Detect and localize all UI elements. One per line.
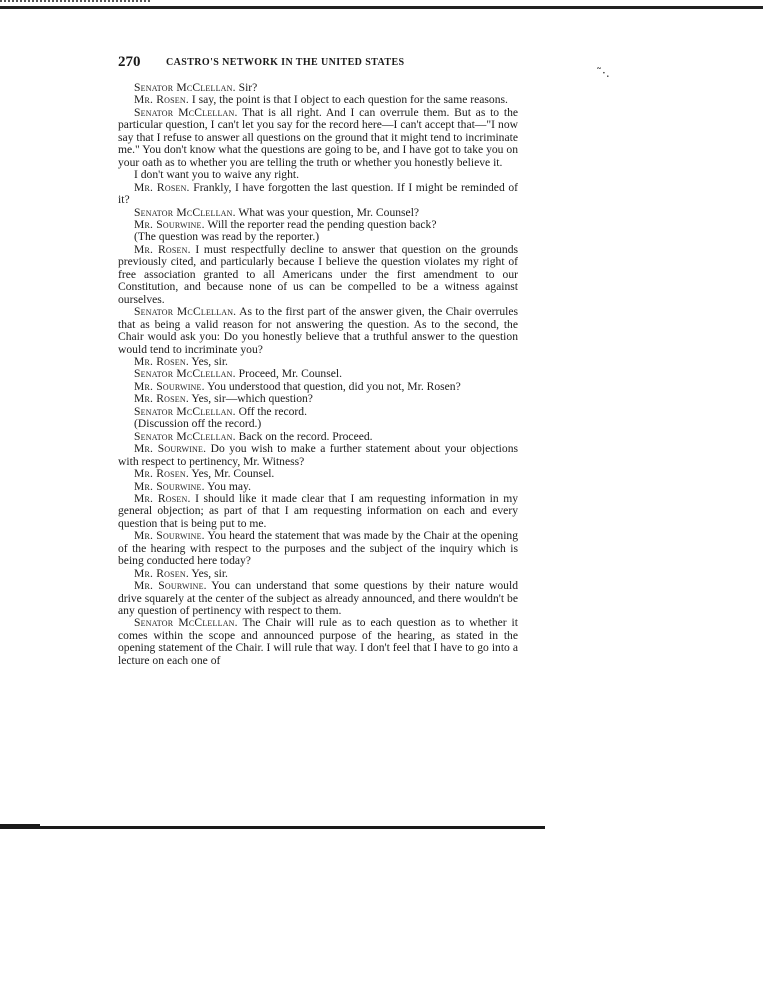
paragraph-text: I don't want you to waive any right. xyxy=(134,168,300,182)
paragraph-text: Off the record. xyxy=(235,404,307,418)
paragraph-text: (The question was read by the reporter.) xyxy=(134,230,320,244)
paragraph-text: (Discussion off the record.) xyxy=(134,417,262,431)
transcript-paragraph xyxy=(118,443,518,468)
paragraph-text: You heard the statement that was made by the Chair at the opening of the hearing with respect to the purposes and the subject of the inquiry which is being conducted here today? xyxy=(118,529,519,568)
transcript-paragraph xyxy=(118,580,518,617)
paragraph-text: Will the reporter read the pending question back? xyxy=(204,217,437,231)
transcript-paragraph xyxy=(118,306,518,356)
speaker-name: Mr. Rosen. xyxy=(134,180,190,194)
speaker-name: Mr. Rosen. xyxy=(134,566,189,580)
running-head: CASTRO'S NETWORK IN THE UNITED STATES xyxy=(166,57,405,68)
speaker-name: Mr. Sourwine. xyxy=(134,529,205,543)
transcript-paragraph xyxy=(118,493,518,530)
speaker-name: Mr. Sourwine. xyxy=(134,217,205,231)
stray-mark: ˜·. xyxy=(596,66,610,80)
speaker-name: Senator McClellan. xyxy=(134,429,236,443)
speaker-name: Mr. Rosen. xyxy=(134,242,191,256)
paragraph-text: That is all right. And I can overrule them. But as to the particular question, I can't let you say for the record here—I can't accept that—"I now say that I refuse to answer all questions on the ground that it might tend to incriminate me." You don't know what the questions are going to be, and I have got to take you on your oath as to whether you are telling the truth or whether you honestly believe it. xyxy=(118,105,519,169)
speaker-name: Mr. Rosen. xyxy=(134,491,191,505)
paragraph-text: Yes, sir. xyxy=(188,354,228,368)
transcript-paragraph xyxy=(118,182,518,207)
paragraph-text: You may. xyxy=(204,479,251,493)
paragraph-text: Sir? xyxy=(235,81,258,94)
paragraph-text: You understood that question, did you not, Mr. Rosen? xyxy=(204,379,461,393)
transcript-paragraph xyxy=(118,617,518,667)
speaker-name: Mr. Rosen. xyxy=(134,93,189,107)
paragraph-text: Yes, Mr. Counsel. xyxy=(188,467,275,481)
page-number: 270 xyxy=(118,54,141,70)
paragraph-text: You can understand that some questions by their nature would drive squarely at the center of the subject as already announced, and there wouldn't be any question of pertinency with respect to them. xyxy=(118,579,518,618)
paragraph-text: I should like it made clear that I am requesting information in my general objection; as part of that I am requesting information on each and every question that is being put to me. xyxy=(118,491,519,530)
speaker-name: Mr. Sourwine. xyxy=(134,442,207,456)
paragraph-text: Do you wish to make a further statement about your objections with respect to pertinency, Mr. Witness? xyxy=(118,442,518,468)
speaker-name: Mr. Sourwine. xyxy=(134,379,205,393)
speaker-name: Senator McClellan. xyxy=(134,81,236,94)
speaker-name: Mr. Rosen. xyxy=(134,354,189,368)
transcript-paragraph xyxy=(118,107,518,169)
document-page xyxy=(118,54,518,667)
paragraph-text: Proceed, Mr. Counsel. xyxy=(235,367,342,381)
transcript-paragraph xyxy=(118,244,518,306)
page-header xyxy=(118,54,518,76)
paragraph-text: Yes, sir—which question? xyxy=(188,392,313,406)
speaker-name: Mr. Rosen. xyxy=(134,467,189,481)
transcript-paragraph xyxy=(118,530,518,567)
speaker-name: Mr. Sourwine. xyxy=(134,479,205,493)
speaker-name: Senator McClellan. xyxy=(134,305,237,319)
paragraph-text: Frankly, I have forgotten the last question. If I might be reminded of it? xyxy=(118,180,518,207)
speaker-name: Senator McClellan. xyxy=(134,205,236,219)
speaker-name: Senator McClellan. xyxy=(134,105,238,119)
speaker-name: Mr. Rosen. xyxy=(134,392,189,406)
top-scan-rule xyxy=(0,6,763,9)
bottom-scan-rule xyxy=(0,826,545,829)
paragraph-text: Back on the record. Proceed. xyxy=(235,429,373,443)
paragraph-text: As to the first part of the answer given, the Chair overrules that as being a valid reason for not answering the question. As to the second, the Chair would ask you: Do you honestly believe that a truthful answer to the question would tend to incriminate you? xyxy=(118,305,519,356)
speaker-name: Senator McClellan. xyxy=(134,367,236,381)
paragraph-text: I must respectfully decline to answer that question on the grounds previously cited, and particularly because I believe the question violates my right of free association granted to all Americans under the first amendment to our Constitution, and because none of us can be compelled to be a witness against ourselves. xyxy=(118,242,518,306)
speaker-name: Mr. Sourwine. xyxy=(134,579,207,593)
paragraph-text: The Chair will rule as to each question as to whether it comes within the scope and announced purpose of the hearing, as stated in the opening statement of the Chair. I will rule that way. I don't feel that I have to go into a lecture on each one of xyxy=(118,616,518,667)
transcript-body xyxy=(118,82,518,667)
paragraph-text: I say, the point is that I object to each question for the same reasons. xyxy=(188,93,508,107)
paragraph-text: What was your question, Mr. Counsel? xyxy=(235,205,420,219)
top-dotted-edge xyxy=(0,0,150,4)
paragraph-text: Yes, sir. xyxy=(188,566,228,580)
speaker-name: Senator McClellan. xyxy=(134,616,238,630)
speaker-name: Senator McClellan. xyxy=(134,404,236,418)
